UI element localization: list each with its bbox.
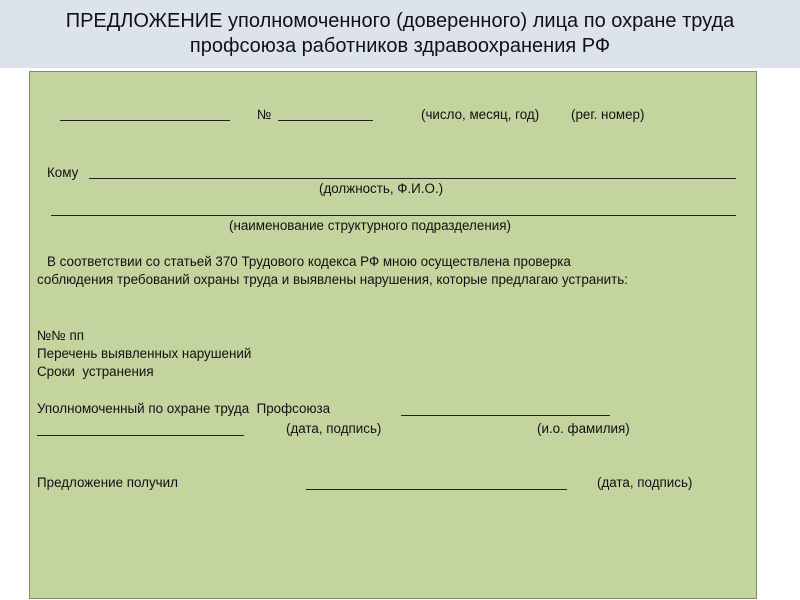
body-text-line-1: В соответствии со статьей 370 Трудового кодекса РФ мною осуществлена проверка (47, 254, 571, 269)
proposal-form (29, 71, 757, 599)
representative-label: Уполномоченный по охране труда Профсоюза (37, 401, 331, 416)
date-signature-hint: (дата, подпись) (286, 421, 382, 436)
list-deadlines-header: Сроки устранения (37, 364, 154, 379)
list-number-header: №№ пп (37, 328, 84, 343)
to-field-line[interactable] (89, 178, 736, 179)
representative-name-line[interactable] (401, 415, 610, 416)
page-title (0, 9, 800, 59)
department-field-line[interactable] (51, 215, 736, 216)
number-label: № (257, 107, 272, 122)
title-line-1: ПРЕДЛОЖЕНИЕ уполномоченного (доверенного) лица по охране труда (65, 10, 735, 32)
date-hint: (число, месяц, год) (421, 107, 540, 122)
title-line-2: профсоюза работников здравоохранения РФ (189, 35, 611, 57)
header-bar (0, 0, 800, 68)
reg-number-hint: (рег. номер) (571, 107, 645, 122)
number-field-line[interactable] (278, 120, 373, 121)
position-hint: (должность, Ф.И.О.) (319, 181, 444, 196)
initials-hint: (и.о. фамилия) (537, 421, 630, 436)
received-date-signature-hint: (дата, подпись) (597, 475, 693, 490)
received-signature-line[interactable] (306, 489, 567, 490)
list-violations-header: Перечень выявленных нарушений (37, 346, 252, 361)
date-field-line[interactable] (60, 120, 230, 121)
representative-date-signature-line[interactable] (37, 435, 244, 436)
department-hint: (наименование структурного подразделения) (229, 218, 511, 233)
body-text-line-2: соблюдения требований охраны труда и выявлены нарушения, которые предлагаю устранить: (37, 272, 628, 287)
to-label: Кому (47, 165, 79, 180)
received-label: Предложение получил (37, 475, 178, 490)
